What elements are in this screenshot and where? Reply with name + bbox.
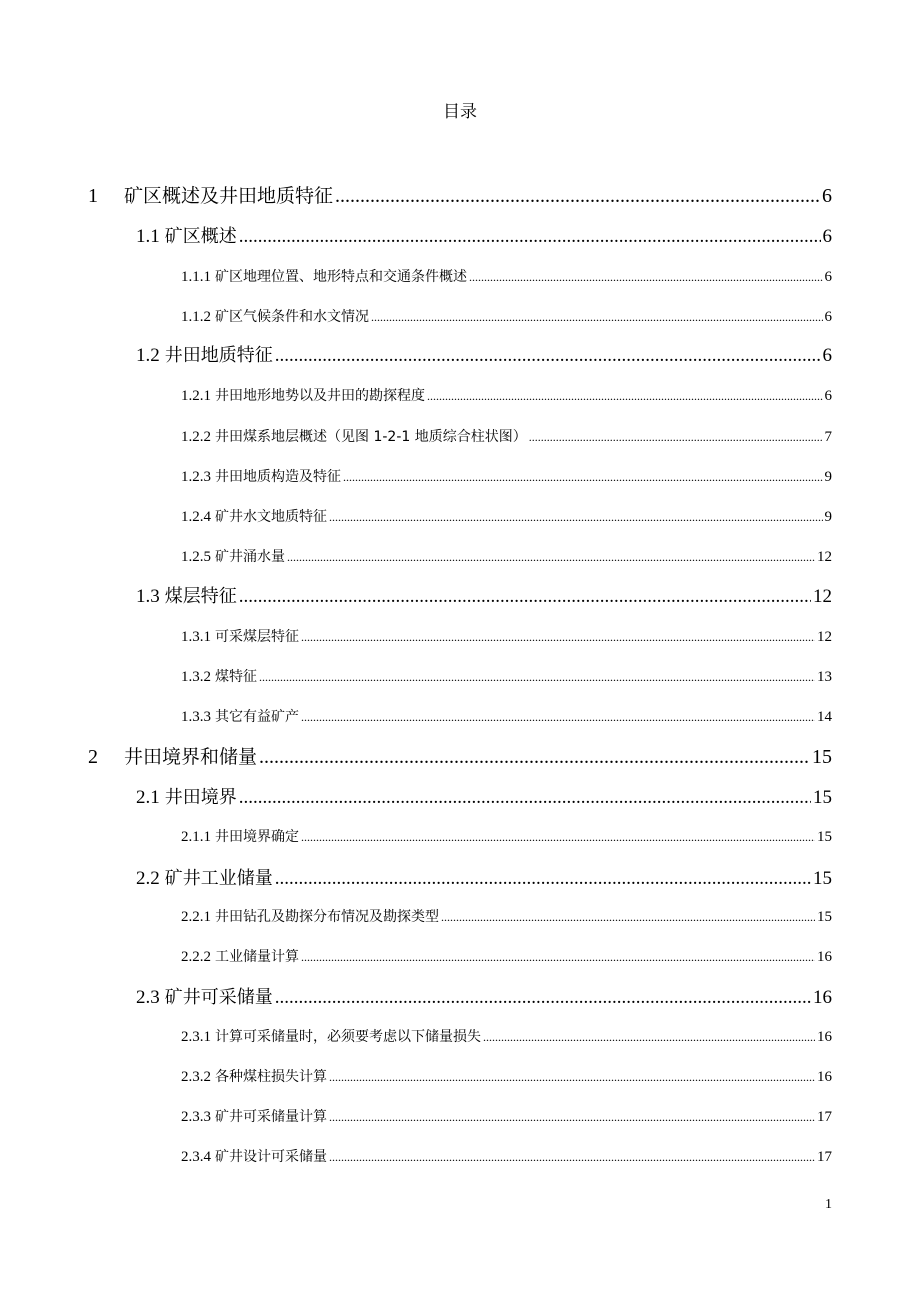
toc-entry-page: 6 (822, 185, 832, 207)
toc-dot-leader (301, 826, 815, 848)
toc-dot-leader (301, 706, 815, 728)
toc-entry-title: 井田煤系地层概述（见图 1-2-1 地质综合柱状图） (215, 429, 527, 445)
toc-entry-level-3[interactable] (181, 1026, 832, 1048)
toc-entry-level-3[interactable] (181, 306, 832, 328)
toc-title: 目录 (443, 102, 477, 121)
toc-entry-page: 12 (813, 586, 832, 607)
toc-entry-number: 2.1 (136, 787, 160, 808)
toc-entry-level-2[interactable] (136, 785, 832, 811)
toc-entry-number: 2 (88, 746, 98, 768)
toc-dot-leader (287, 546, 815, 568)
toc-dot-leader (275, 866, 811, 892)
toc-entry-level-3[interactable] (181, 466, 832, 488)
toc-entry-page: 6 (824, 269, 832, 285)
toc-entry-level-3[interactable] (181, 626, 832, 648)
toc-entry-number: 2.3 (136, 987, 160, 1008)
toc-entry-number: 2.3.4 (181, 1149, 211, 1165)
toc-entry-level-3[interactable] (181, 1106, 832, 1128)
toc-entry-page: 6 (822, 226, 832, 247)
toc-entry-page: 15 (817, 909, 832, 925)
toc-entry-number: 1.2.3 (181, 469, 211, 485)
toc-dot-leader (239, 785, 811, 811)
toc-entry-level-3[interactable] (181, 1066, 832, 1088)
toc-entry-number: 2.3.3 (181, 1109, 211, 1125)
toc-dot-leader (529, 426, 823, 448)
toc-entry-title: 矿区地理位置、地形特点和交通条件概述 (215, 269, 467, 285)
toc-entry-number: 1.2.5 (181, 549, 211, 565)
toc-entry-title: 计算可采储量时，必须要考虑以下储量损失 (215, 1029, 481, 1045)
toc-entry-page: 9 (824, 509, 832, 525)
toc-dot-leader (275, 343, 821, 369)
toc-entry-level-2[interactable] (136, 343, 832, 369)
toc-entry-level-2[interactable] (136, 985, 832, 1011)
toc-dot-leader (335, 183, 820, 209)
toc-entry-number: 2.1.1 (181, 829, 211, 845)
toc-entry-page: 7 (824, 429, 832, 445)
toc-entry-page: 12 (817, 629, 832, 645)
toc-entry-title: 井田地形地势以及井田的勘探程度 (215, 388, 425, 404)
toc-entry-level-3[interactable] (181, 506, 832, 528)
toc-entry-level-1[interactable] (88, 183, 832, 209)
toc-dot-leader (239, 584, 811, 610)
toc-dot-leader (301, 626, 815, 648)
toc-entry-title: 井田地质构造及特征 (215, 469, 341, 485)
toc-entry-level-2[interactable] (136, 224, 832, 250)
toc-entry-number: 1 (88, 185, 98, 207)
toc-dot-leader (329, 1066, 815, 1088)
toc-entry-level-3[interactable] (181, 706, 832, 728)
toc-entry-page: 16 (813, 987, 832, 1008)
toc-entry-number: 1.2.1 (181, 388, 211, 404)
toc-dot-leader (469, 266, 823, 288)
toc-entry-title: 井田境界确定 (215, 829, 299, 845)
toc-entry-page: 6 (824, 309, 832, 325)
toc-dot-leader (371, 306, 823, 328)
toc-entry-level-2[interactable] (136, 584, 832, 610)
toc-entry-level-3[interactable] (181, 906, 832, 928)
toc-entry-title: 矿井水文地质特征 (215, 509, 327, 525)
toc-entry-page: 17 (817, 1149, 832, 1165)
toc-entry-title: 可采煤层特征 (215, 629, 299, 645)
toc-entry-title: 矿区概述及井田地质特征 (124, 185, 334, 207)
toc-dot-leader (239, 224, 821, 250)
toc-entry-page: 16 (817, 1069, 832, 1085)
toc-entry-level-3[interactable] (181, 1146, 832, 1168)
toc-entry-title: 矿井设计可采储量 (215, 1149, 327, 1165)
toc-entry-title: 各种煤柱损失计算 (215, 1069, 327, 1085)
toc-entry-page: 16 (817, 949, 832, 965)
toc-entry-title: 煤特征 (215, 669, 257, 685)
toc-entry-number: 1.3.1 (181, 629, 211, 645)
toc-entry-title: 矿井工业储量 (164, 868, 273, 889)
toc-entry-title: 井田地质特征 (164, 345, 273, 366)
toc-entry-page: 6 (822, 345, 832, 366)
toc-dot-leader (259, 744, 810, 770)
toc-entry-level-2[interactable] (136, 866, 832, 892)
toc-entry-level-3[interactable] (181, 426, 832, 448)
toc-entry-number: 1.1 (136, 226, 160, 247)
toc-entry-page: 15 (817, 829, 832, 845)
toc-entry-page: 17 (817, 1109, 832, 1125)
toc-entry-title: 井田钻孔及勘探分布情况及勘探类型 (215, 909, 439, 925)
toc-entry-level-3[interactable] (181, 826, 832, 848)
toc-entry-number: 1.3 (136, 586, 160, 607)
toc-entry-number: 1.3.3 (181, 709, 211, 725)
toc-entry-title: 其它有益矿产 (215, 709, 299, 725)
toc-dot-leader (329, 506, 823, 528)
toc-entry-page: 6 (824, 388, 832, 404)
toc-dot-leader (427, 385, 823, 407)
page-number: 1 (825, 1197, 832, 1212)
toc-entry-number: 2.2.1 (181, 909, 211, 925)
toc-entry-title: 矿井可采储量 (164, 987, 273, 1008)
toc-entry-number: 2.3.1 (181, 1029, 211, 1045)
toc-entry-title: 煤层特征 (164, 586, 237, 607)
toc-entry-title: 井田境界 (164, 787, 237, 808)
toc-dot-leader (259, 666, 815, 688)
toc-dot-leader (329, 1146, 815, 1168)
toc-dot-leader (343, 466, 823, 488)
toc-entry-number: 2.2.2 (181, 949, 211, 965)
toc-entry-page: 16 (817, 1029, 832, 1045)
toc-entry-title: 矿区气候条件和水文情况 (215, 309, 369, 325)
toc-dot-leader (441, 906, 815, 928)
toc-entry-number: 1.1.1 (181, 269, 211, 285)
toc-entry-title: 矿区概述 (164, 226, 237, 247)
toc-entry-page: 15 (812, 746, 832, 768)
toc-entry-title: 矿井可采储量计算 (215, 1109, 327, 1125)
toc-entry-level-3[interactable] (181, 946, 832, 968)
toc-entry-page: 12 (817, 549, 832, 565)
toc-entry-number: 1.2 (136, 345, 160, 366)
toc-entry-page: 13 (817, 669, 832, 685)
toc-entry-level-3[interactable] (181, 666, 832, 688)
toc-entry-title: 工业储量计算 (215, 949, 299, 965)
toc-dot-leader (329, 1106, 815, 1128)
toc-entry-page: 15 (813, 787, 832, 808)
toc-entry-page: 9 (824, 469, 832, 485)
toc-entry-number: 1.2.2 (181, 429, 211, 445)
toc-dot-leader (483, 1026, 815, 1048)
toc-entry-level-1[interactable] (88, 744, 832, 770)
toc-dot-leader (275, 985, 811, 1011)
toc-entry-number: 1.2.4 (181, 509, 211, 525)
toc-entry-page: 15 (813, 868, 832, 889)
toc-entry-number: 1.3.2 (181, 669, 211, 685)
toc-entry-level-3[interactable] (181, 266, 832, 288)
toc-entry-title: 井田境界和储量 (124, 746, 258, 768)
toc-dot-leader (301, 946, 815, 968)
toc-entry-number: 2.3.2 (181, 1069, 211, 1085)
toc-entry-page: 14 (817, 709, 832, 725)
toc-entry-title: 矿井涌水量 (215, 549, 285, 565)
toc-entry-number: 2.2 (136, 868, 160, 889)
toc-entry-level-3[interactable] (181, 385, 832, 407)
toc-entry-number: 1.1.2 (181, 309, 211, 325)
toc-entry-level-3[interactable] (181, 546, 832, 568)
